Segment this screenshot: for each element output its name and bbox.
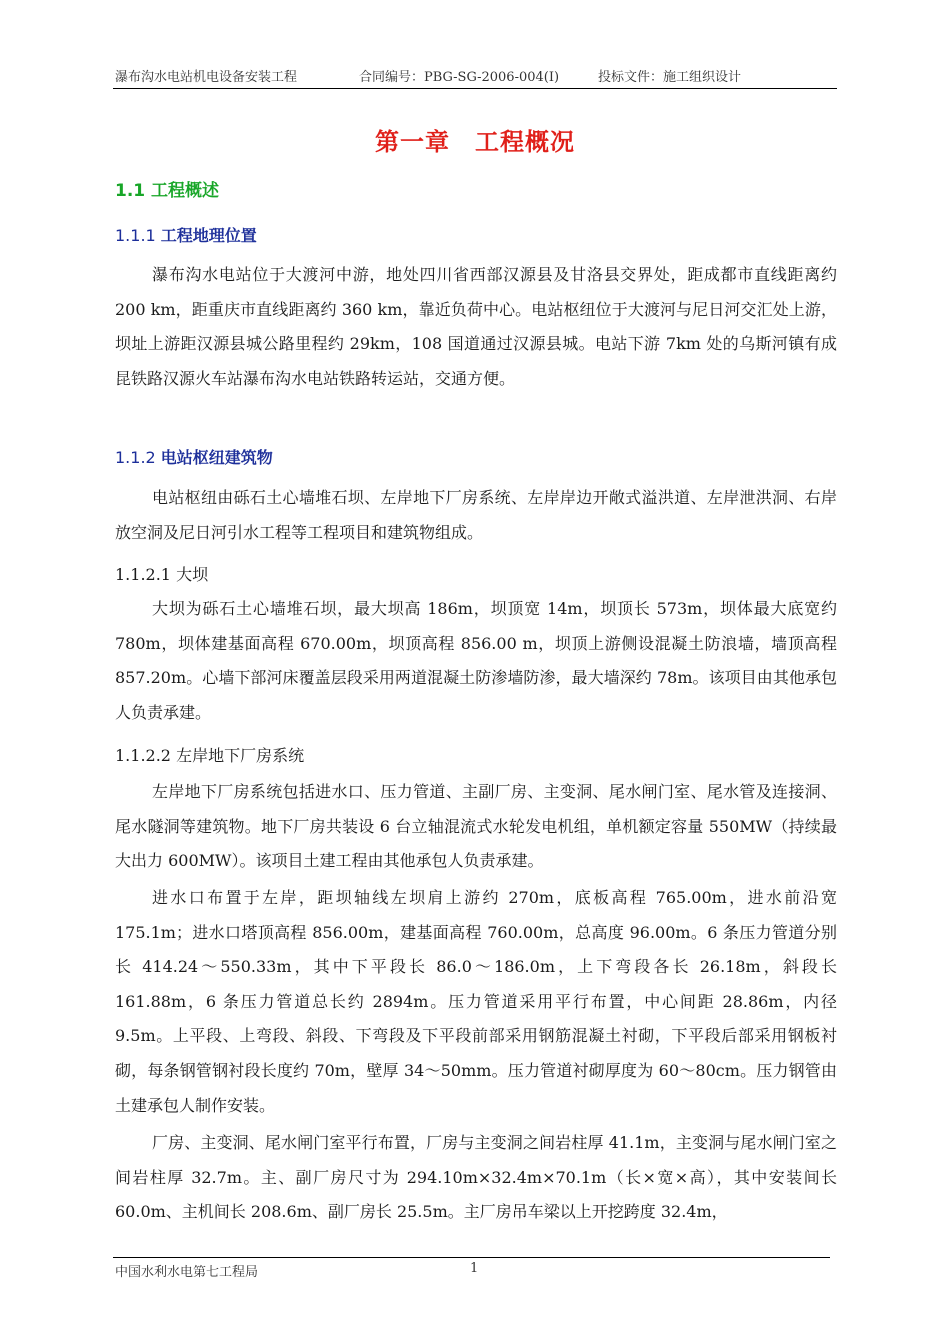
section-title: 工程地理位置 bbox=[160, 226, 257, 245]
header-divider bbox=[113, 88, 837, 89]
section-heading-1-1-2-1: 1.1.2.1 大坝 bbox=[115, 565, 209, 584]
section-title: 电站枢纽建筑物 bbox=[160, 448, 273, 467]
section-number: 1.1.1 bbox=[115, 226, 161, 245]
paragraph-dam: 大坝为砾石土心墙堆石坝，最大坝高 186m，坝顶宽 14m，坝顶长 573m，坝体最大底宽约 780m，坝体建基面高程 670.00m，坝顶高程 856.00 m，坝顶上游侧设混凝土防浪墙，墙顶高程 857.20m。心墙下部河床覆盖层段采用两道混凝土防渗墙防渗，最大墙深约 78m。该项目由其他承包人负责承建。 bbox=[115, 599, 837, 722]
paragraph-caverns-layout: 厂房、主变洞、尾水闸门室平行布置，厂房与主变洞之间岩柱厚 41.1m，主变洞与尾水闸门室之间岩柱厚 32.7m。主、副厂房尺寸为 294.10m×32.4m×70.1m（长×宽×高），其中安装间长 60.0m、主机间长 208.6m、副厂房长 25.5m。主厂房吊车梁以上开挖跨度 32.4m， bbox=[115, 1133, 837, 1222]
paragraph-hub-structures: 电站枢纽由砾石土心墙堆石坝、左岸地下厂房系统、左岸岸边开敞式溢洪道、左岸泄洪洞、右岸放空洞及尼日河引水工程等工程项目和建筑物组成。 bbox=[115, 488, 837, 542]
footer-divider bbox=[113, 1257, 830, 1258]
paragraph-intake: 进水口布置于左岸，距坝轴线左坝肩上游约 270m，底板高程 765.00m，进水前沿宽 175.1m；进水口塔顶高程 856.00m，建基面高程 760.00m，总高度 96.00m。6 条压力管道分别长 414.24～550.33m，其中下平段长 86.0～186.0m，上下弯段各长 26.18m，斜段长 161.88m，6 条压力管道总长约 2894m。压力管道采用平行布置，中心间距 28.86m，内径 9.5m。上平段、上弯段、斜段、下弯段及下平段前部采用钢筋混凝土衬砌，下平段后部采用钢板衬砌，每条钢管钢衬段长度约 70m，壁厚 34～50mm。压力管道衬砌厚度为 60～80cm。压力钢管由土建承包人制作安装。 bbox=[115, 888, 837, 1115]
header-document-type: 投标文件：施工组织设计 bbox=[598, 70, 742, 85]
section-heading-1-1-2 bbox=[115, 445, 273, 468]
paragraph-powerhouse-system: 左岸地下厂房系统包括进水口、压力管道、主副厂房、主变洞、尾水闸门室、尾水管及连接洞、尾水隧洞等建筑物。地下厂房共装设 6 台立轴混流式水轮发电机组，单机额定容量 550MW（持续最大出力 600MW）。该项目土建工程由其他承包人负责承建。 bbox=[115, 782, 837, 871]
paragraph-location: 瀑布沟水电站位于大渡河中游，地处四川省西部汉源县及甘洛县交界处，距成都市直线距离约 200 km，距重庆市直线距离约 360 km，靠近负荷中心。电站枢纽位于大渡河与尼日河交汇处上游，坝址上游距汉源县城公路里程约 29km，108 国道通过汉源县城。电站下游 7km 处的乌斯河镇有成昆铁路汉源火车站瀑布沟水电站铁路转运站，交通方便。 bbox=[115, 265, 837, 388]
section-number: 1.1.2 bbox=[115, 448, 161, 467]
section-heading-1-1-1 bbox=[115, 223, 257, 246]
section-heading-1-1: 1.1 工程概述 bbox=[115, 181, 220, 201]
header-project-name: 瀑布沟水电站机电设备安装工程 bbox=[115, 70, 298, 85]
section-heading-1-1-2-2: 1.1.2.2 左岸地下厂房系统 bbox=[115, 746, 305, 765]
page-number: 1 bbox=[470, 1261, 479, 1276]
chapter-title: 第一章 工程概况 bbox=[375, 128, 575, 156]
footer-company: 中国水利水电第七工程局 bbox=[115, 1265, 259, 1280]
page-header bbox=[115, 66, 835, 86]
header-contract-number: 合同编号：PBG-SG-2006-004(Ⅰ) bbox=[359, 70, 560, 85]
